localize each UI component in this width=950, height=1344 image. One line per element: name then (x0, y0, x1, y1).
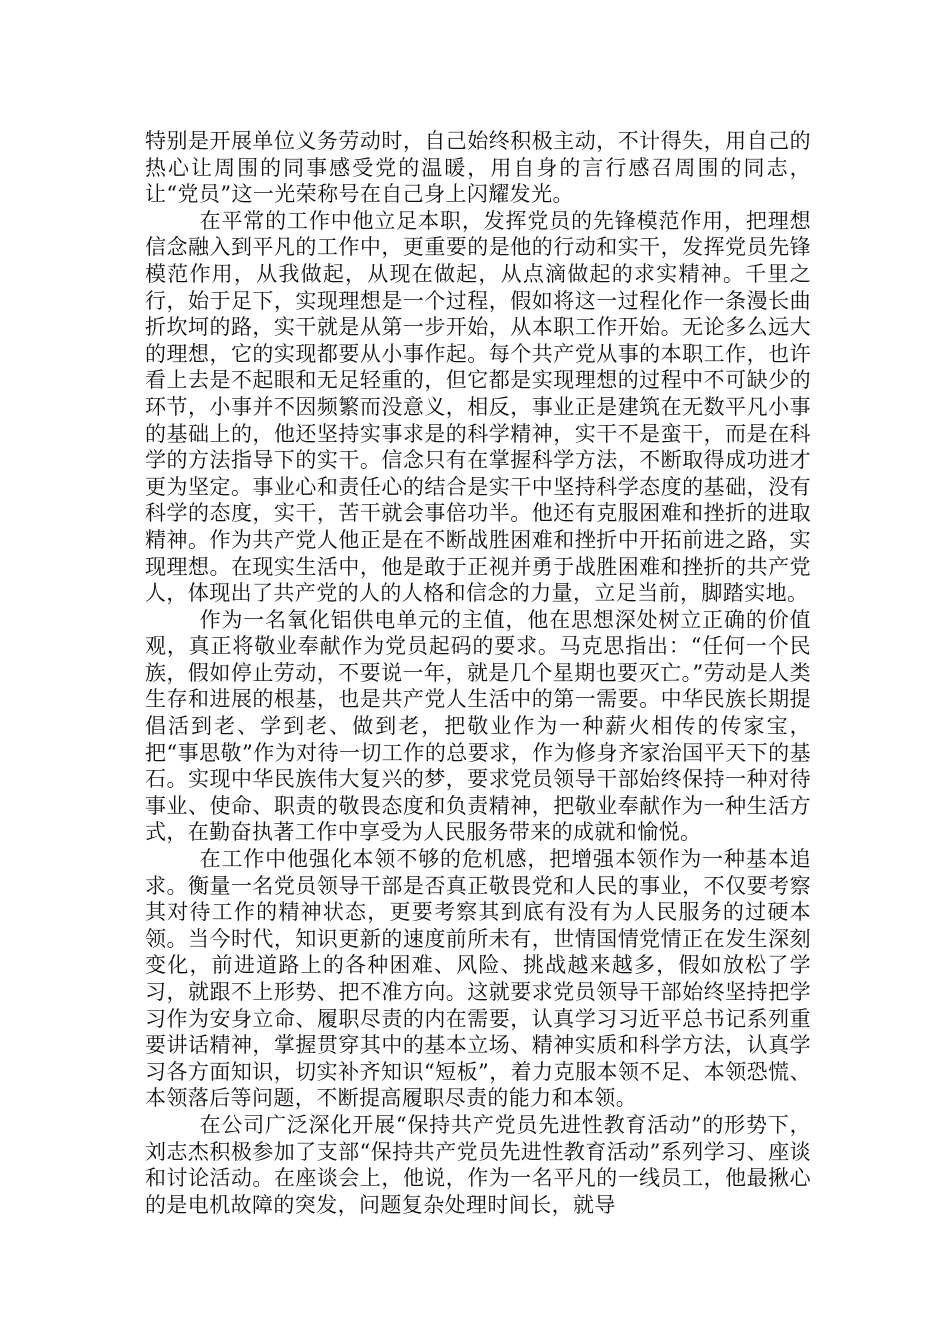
document-body (145, 128, 811, 1218)
paragraph-2: 在平常的工作中他立足本职，发挥党员的先锋模范作用，把理想信念融入到平凡的工作中，更重要的是他的行动和实干，发挥党员先锋模范作用，从我做起，从现在做起，从点滴做起的求实精神。千里之行，始于足下，实现理想是一个过程，假如将这一过程化作一条漫长曲折坎坷的路，实干就是从第一步开始，从本职工作开始。无论多么远大的理想，它的实现都要从小事作起。每个共产党从事的本职工作，也许看上去是不起眼和无足轻重的，但它都是实现理想的过程中不可缺少的环节，小事并不因频繁而没意义，相反，事业正是建筑在无数平凡小事的基础上的，他还坚持实事求是的科学精神，实干不是蛮干，而是在科学的方法指导下的实干。信念只有在掌握科学方法，不断取得成功进才更为坚定。事业心和责任心的结合是实干中坚持科学态度的基础，没有科学的态度，实干，苦干就会事倍功半。他还有克服困难和挫折的进取精神。作为共产党人他正是在不断战胜困难和挫折中开拓前进之路，实现理想。在现实生活中，他是敢于正视并勇于战胜困难和挫折的共产党人，体现出了共产党的人的人格和信念的力量，立足当前，脚踏实地。 (145, 208, 811, 606)
paragraph-5: 在公司广泛深化开展“保持共产党员先进性教育活动”的形势下，刘志杰积极参加了支部“保持共产党员先进性教育活动”系列学习、座谈和讨论活动。在座谈会上，他说，作为一名平凡的一线员工，他最揪心的是电机故障的突发，问题复杂处理时间长，就导 (145, 1112, 811, 1217)
paragraph-1: 特别是开展单位义务劳动时，自己始终积极主动，不计得失，用自己的热心让周围的同事感受党的温暖，用自身的言行感召周围的同志，让“党员”这一光荣称号在自己身上闪耀发光。 (145, 129, 811, 207)
paragraph-4: 在工作中他强化本领不够的危机感，把增强本领作为一种基本追求。衡量一名党员领导干部是否真正敬畏党和人民的事业，不仅要考察其对待工作的精神状态，更要考察其到底有没有为人民服务的过硬本领。当今时代，知识更新的速度前所未有，世情国情党情正在发生深刻变化，前进道路上的各种困难、风险、挑战越来越多，假如放松了学习，就跟不上形势、把不准方向。这就要求党员领导干部始终坚持把学习作为安身立命、履职尽责的内在需要，认真学习习近平总书记系列重要讲话精神，掌握贯穿其中的基本立场、精神实质和科学方法，认真学习各方面知识，切实补齐知识“短板”，着力克服本领不足、本领恐慌、本领落后等问题，不断提高履职尽责的能力和本领。 (145, 847, 811, 1111)
paragraph-3: 作为一名氧化铝供电单元的主值，他在思想深处树立正确的价值观，真正将敬业奉献作为党员起码的要求。马克思指出：“任何一个民族，假如停止劳动，不要说一年，就是几个星期也要灭亡。”劳动是人类生存和进展的根基，也是共产党人生活中的第一需要。中华民族长期提倡活到老、学到老、做到老，把敬业作为一种薪火相传的传家宝，把“事思敬”作为对待一切工作的总要求，作为修身齐家治国平天下的基石。实现中华民族伟大复兴的梦，要求党员领导干部始终保持一种对待事业、使命、职责的敬畏态度和负责精神，把敬业奉献作为一种生活方式，在勤奋执著工作中享受为人民服务带来的成就和愉悦。 (145, 607, 811, 845)
